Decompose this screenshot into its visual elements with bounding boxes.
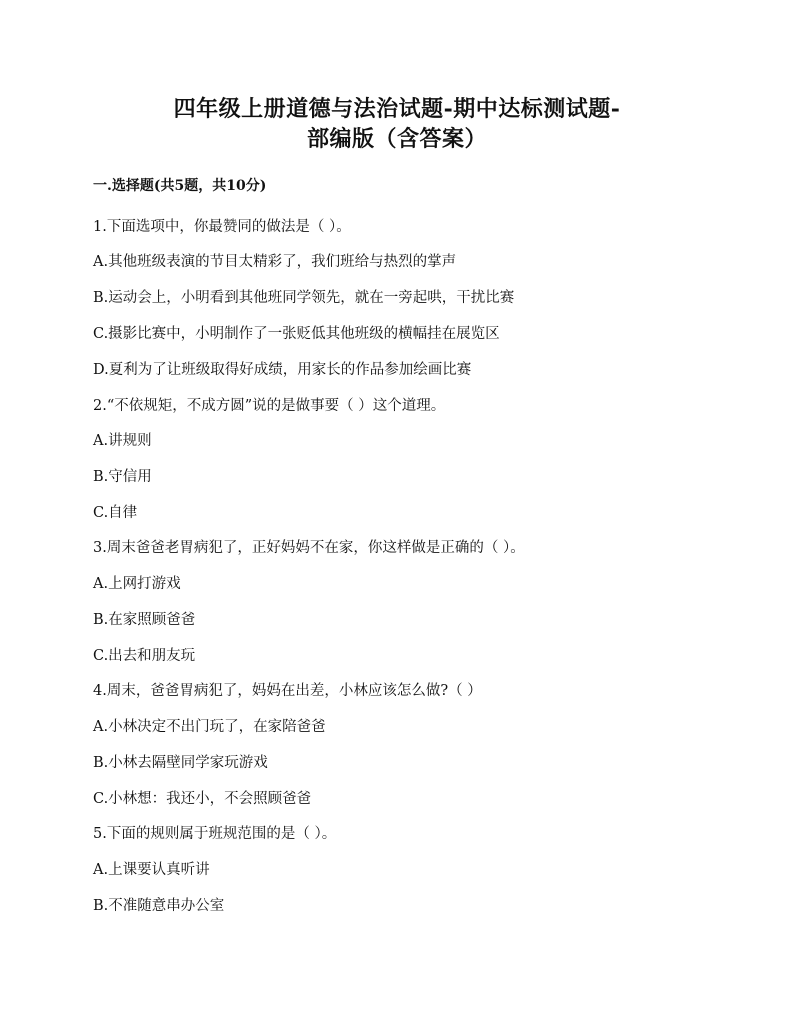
- question-2-option-a: A.讲规则: [93, 433, 152, 449]
- question-4-option-b: B.小林去隔壁同学家玩游戏: [93, 755, 268, 771]
- document-title-line-2: 部编版（含答案）: [306, 126, 487, 152]
- question-2: 2.“不依规矩，不成方圆”说的是做事要（ ）这个道理。: [93, 398, 446, 414]
- question-5-option-b: B.不准随意串办公室: [93, 898, 225, 914]
- question-4-option-c: C.小林想：我还小，不会照顾爸爸: [93, 791, 312, 807]
- document-title-line-1: 四年级上册道德与法治试题-期中达标测试题-: [173, 96, 621, 122]
- question-5: 5.下面的规则属于班规范围的是（ ）。: [93, 826, 337, 842]
- question-2-option-b: B.守信用: [93, 469, 152, 485]
- question-1-option-b: B.运动会上，小明看到其他班同学领先，就在一旁起哄，干扰比赛: [93, 290, 515, 306]
- question-1-option-a: A.其他班级表演的节目太精彩了，我们班给与热烈的掌声: [93, 254, 457, 270]
- question-4: 4.周末，爸爸胃病犯了，妈妈在出差，小林应该怎么做?（ ）: [93, 683, 482, 699]
- question-2-option-c: C.自律: [93, 505, 138, 521]
- question-3-option-a: A.上网打游戏: [93, 576, 181, 592]
- question-1-option-c: C.摄影比赛中，小明制作了一张贬低其他班级的横幅挂在展览区: [93, 326, 500, 342]
- section-heading: 一.选择题(共5题，共10分): [93, 178, 267, 194]
- question-3-option-b: B.在家照顾爸爸: [93, 612, 196, 628]
- question-1: 1.下面选项中，你最赞同的做法是（ ）。: [93, 219, 351, 235]
- question-3: 3.周末爸爸老胃病犯了，正好妈妈不在家，你这样做是正确的（ ）。: [93, 540, 525, 556]
- question-1-option-d: D.夏利为了让班级取得好成绩，用家长的作品参加绘画比赛: [93, 362, 472, 378]
- question-4-option-a: A.小林决定不出门玩了，在家陪爸爸: [93, 719, 326, 735]
- question-5-option-a: A.上课要认真听讲: [93, 862, 210, 878]
- question-3-option-c: C.出去和朋友玩: [93, 648, 196, 664]
